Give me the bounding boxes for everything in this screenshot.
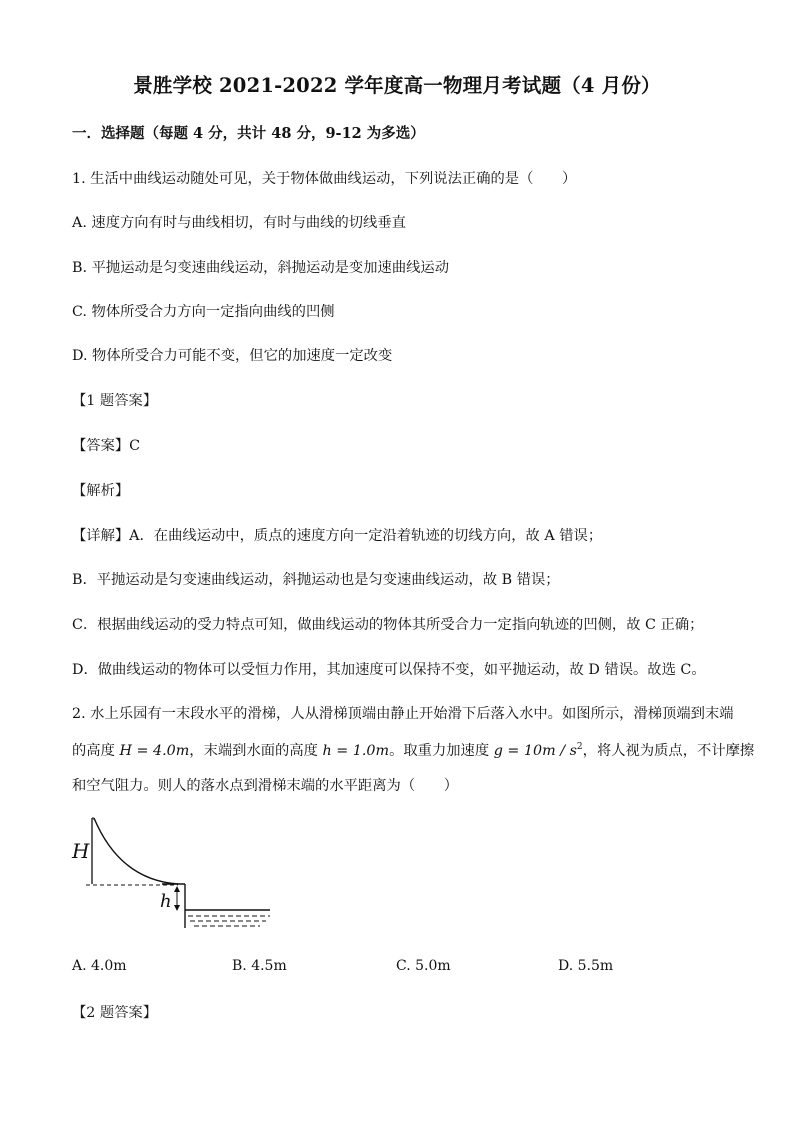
gravity-expression: g = 10m / s	[493, 743, 577, 759]
height-H-expression: H = 4.0m	[119, 743, 190, 759]
height-h-expression: h = 1.0m	[322, 743, 390, 759]
question-1-stem: 1. 生活中曲线运动随处可见，关于物体做曲线运动，下列说法正确的是（ ）	[72, 171, 577, 187]
question-2-stem-line-3: 和空气阻力。则人的落水点到滑梯末端的水平距离为（ ）	[72, 778, 459, 794]
gravity-exponent: 2	[576, 742, 583, 753]
question-1-option-b: B. 平抛运动是匀变速曲线运动，斜抛运动是变加速曲线运动	[72, 260, 450, 276]
slide-figure	[70, 812, 280, 934]
question-1-option-a: A. 速度方向有时与曲线相切，有时与曲线的切线垂直	[72, 215, 406, 231]
stem-text: ，末端到水面的高度	[189, 743, 323, 759]
question-1-detail-c: C．根据曲线运动的受力特点可知，做曲线运动的物体其所受合力一定指向轨迹的凹侧，故 C 正确；	[72, 617, 704, 633]
h-arrow-up	[174, 886, 180, 892]
question-1-detail-b: B．平抛运动是匀变速曲线运动，斜抛运动也是匀变速曲线运动，故 B 错误；	[72, 572, 560, 588]
question-2-answer-header: 【2 题答案】	[72, 1005, 158, 1021]
question-1-detail-a: 【详解】A．在曲线运动中，质点的速度方向一定沿着轨迹的切线方向，故 A 错误；	[72, 528, 603, 544]
question-1-answer: 【答案】C	[72, 438, 141, 454]
question-1-option-d: D. 物体所受合力可能不变，但它的加速度一定改变	[72, 348, 393, 364]
slide-curve	[94, 818, 178, 884]
question-2-option-d: D. 5.5m	[558, 958, 614, 974]
h-arrow-down	[174, 905, 180, 911]
section-heading: 一．选择题（每题 4 分，共计 48 分，9-12 为多选）	[72, 125, 425, 142]
question-1-option-c: C. 物体所受合力方向一定指向曲线的凹侧	[72, 304, 335, 320]
question-2-stem-line-1: 2. 水上乐园有一末段水平的滑梯，人从滑梯顶端由静止开始滑下后落入水中。如图所示，滑梯顶端到末端	[72, 706, 734, 722]
stem-text: 。取重力加速度	[389, 743, 494, 759]
question-2-option-b: B. 4.5m	[232, 958, 287, 974]
stem-text: 的高度	[72, 743, 120, 759]
question-2-stem-line-2	[72, 740, 754, 760]
question-1-detail-d: D．做曲线运动的物体可以受恒力作用，其加速度可以保持不变，如平抛运动，故 D 错误。故选 C。	[72, 662, 706, 678]
label-H: H	[72, 839, 90, 863]
question-2-option-a: A. 4.0m	[72, 958, 127, 974]
question-1-answer-header: 【1 题答案】	[72, 393, 158, 409]
label-h: h	[160, 891, 172, 912]
stem-text: ，将人视为质点，不计摩擦	[582, 743, 755, 759]
page-title: 景胜学校 2021-2022 学年度高一物理月考试题（4 月份）	[133, 74, 661, 97]
question-2-option-c: C. 5.0m	[396, 958, 451, 974]
question-1-analysis-header: 【解析】	[72, 483, 130, 499]
